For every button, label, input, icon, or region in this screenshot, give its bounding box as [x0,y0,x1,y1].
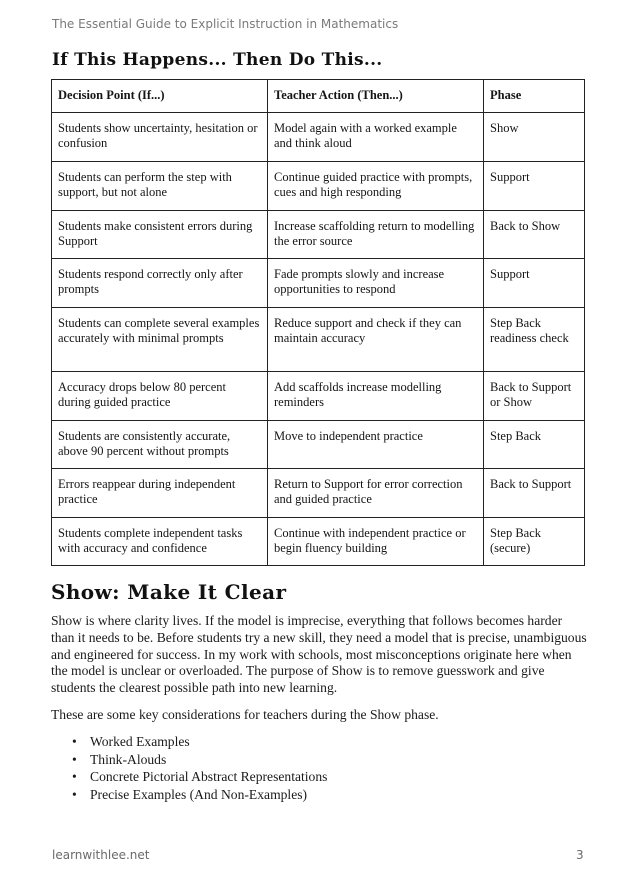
table-heading: If This Happens... Then Do This... [52,50,383,70]
table-row [52,469,585,518]
teacher-action-cell: Add scaffolds increase modelling reminders [268,372,484,421]
running-header: The Essential Guide to Explicit Instruction in Mathematics [52,17,399,31]
teacher-action-cell: Continue with independent practice or begin fluency building [268,518,484,566]
table-header-row [52,80,585,113]
considerations-list [72,733,327,803]
phase-cell: Support [484,259,585,308]
table-row [52,308,585,372]
phase-cell: Show [484,113,585,162]
column-header-teacher-action: Teacher Action (Then...) [268,80,484,113]
phase-cell: Step Back readiness check [484,308,585,372]
decision-point-cell: Students can complete several examples accurately with minimal prompts [52,308,268,372]
decision-point-cell: Students show uncertainty, hesitation or confusion [52,113,268,162]
list-item [72,733,327,751]
decision-point-cell: Students complete independent tasks with accuracy and confidence [52,518,268,566]
decision-point-cell: Errors reappear during independent practice [52,469,268,518]
teacher-action-cell: Move to independent practice [268,421,484,469]
bullet-icon: • [72,751,77,767]
phase-cell: Step Back [484,421,585,469]
phase-cell: Support [484,162,585,211]
teacher-action-cell: Continue guided practice with prompts, cues and high responding [268,162,484,211]
phase-cell: Step Back (secure) [484,518,585,566]
table-row [52,211,585,259]
bullet-icon: • [72,734,77,749]
section-title-show: Show: Make It Clear [51,580,287,604]
list-item-text: Think-Alouds [90,751,167,767]
bullet-icon: • [72,786,77,802]
decision-point-cell: Students make consistent errors during Support [52,211,268,259]
teacher-action-cell: Fade prompts slowly and increase opportunities to respond [268,259,484,308]
list-item [72,786,327,804]
table-row [52,372,585,421]
teacher-action-cell: Model again with a worked example and think aloud [268,113,484,162]
phase-cell: Back to Support or Show [484,372,585,421]
show-paragraph: Show is where clarity lives. If the model is imprecise, everything that follows becomes harder than it needs to be. Before students try a new skill, they need a model that is precise, unambiguous and engineered for success. In my work with schools, most misconceptions originate here when the model is unclear or overloaded. The purpose of Show is to remove guesswork and give students the clearest possible path into new learning. [51,613,587,696]
column-header-phase: Phase [484,80,585,113]
phase-cell: Back to Support [484,469,585,518]
teacher-action-cell: Increase scaffolding return to modelling the error source [268,211,484,259]
list-item-text: Concrete Pictorial Abstract Representations [90,769,328,784]
page-number: 3 [576,848,584,862]
teacher-action-cell: Return to Support for error correction and guided practice [268,469,484,518]
decision-point-cell: Accuracy drops below 80 percent during guided practice [52,372,268,421]
bullet-icon: • [72,769,77,784]
considerations-intro: These are some key considerations for teachers during the Show phase. [51,707,439,722]
column-header-decision-point: Decision Point (If...) [52,80,268,113]
list-item-text: Worked Examples [90,734,190,749]
list-item-text: Precise Examples (And Non-Examples) [90,786,308,802]
teacher-action-cell: Reduce support and check if they can maintain accuracy [268,308,484,372]
table-row [52,113,585,162]
decision-point-cell: Students can perform the step with support, but not alone [52,162,268,211]
list-item [72,751,327,769]
decision-table [51,79,585,566]
phase-cell: Back to Show [484,211,585,259]
footer-site: learnwithlee.net [52,848,150,862]
table-row [52,259,585,308]
table-row [52,518,585,566]
decision-point-cell: Students are consistently accurate, above 90 percent without prompts [52,421,268,469]
list-item [72,768,327,786]
decision-point-cell: Students respond correctly only after prompts [52,259,268,308]
table-row [52,162,585,211]
table-row [52,421,585,469]
